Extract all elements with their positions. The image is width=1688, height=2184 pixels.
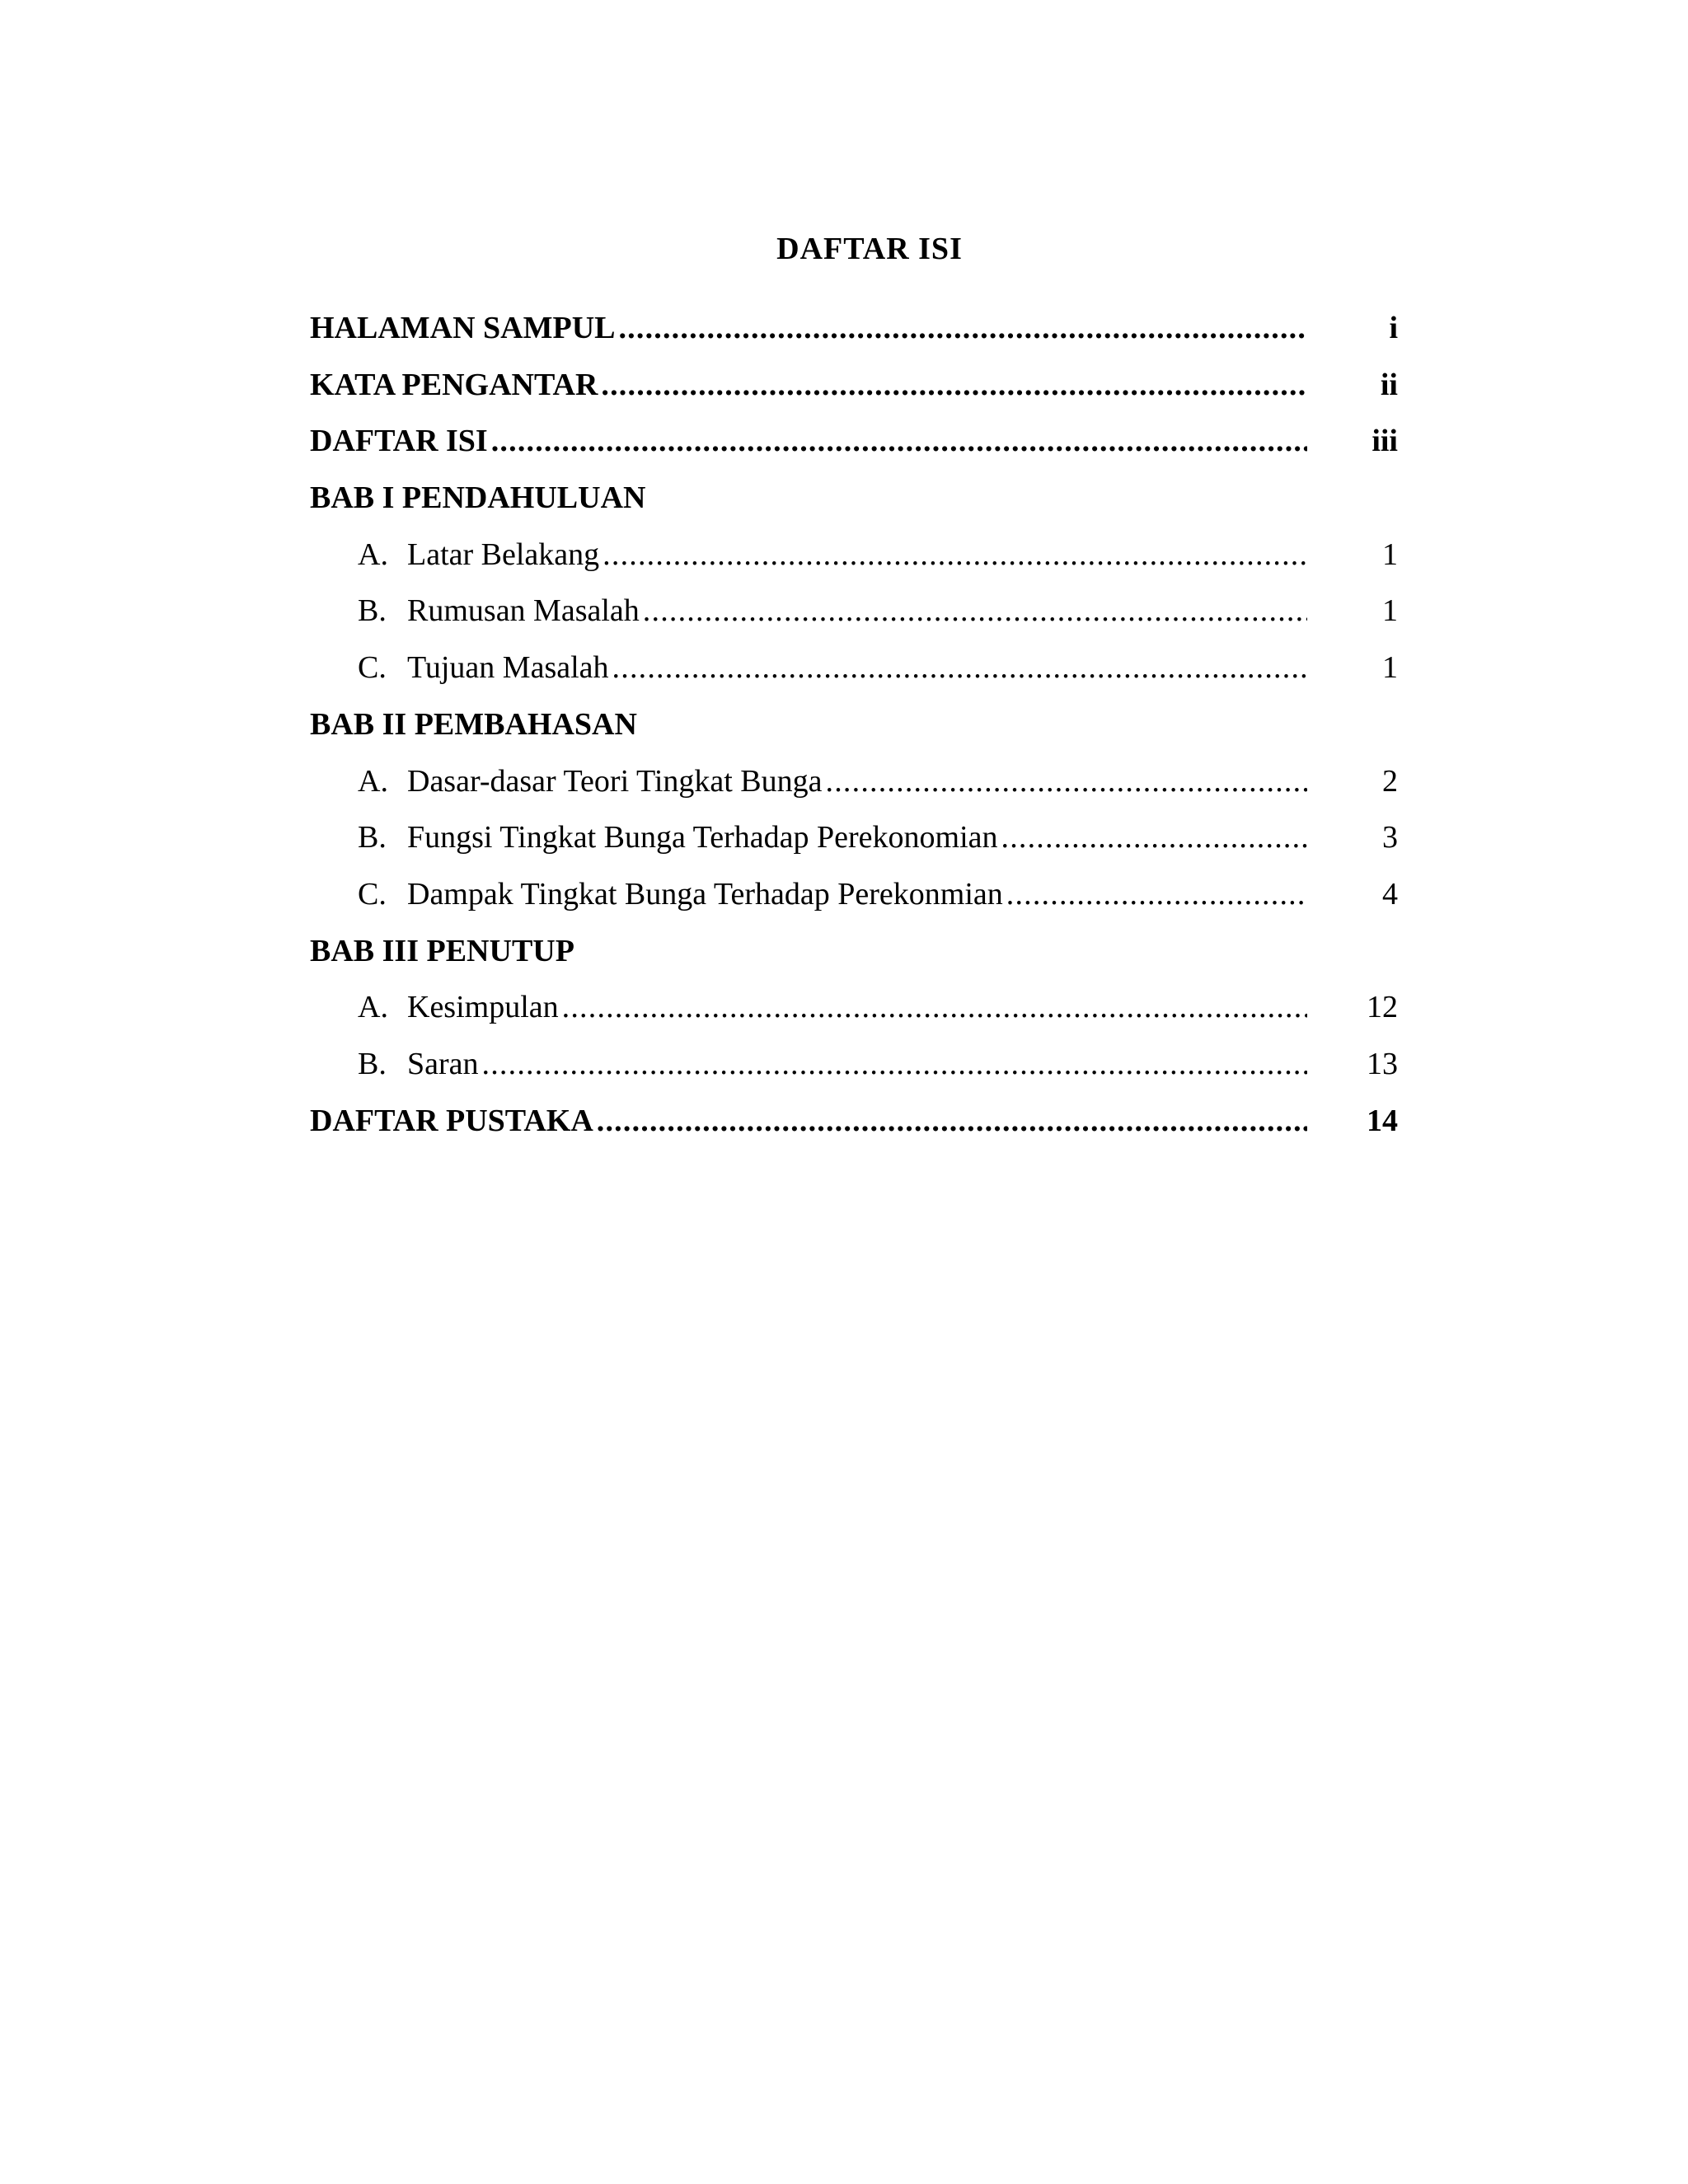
toc-entry-label: DAFTAR PUSTAKA — [310, 1103, 593, 1138]
toc-dot-leader — [618, 307, 1307, 349]
toc-page-number: 14 — [1367, 1103, 1398, 1138]
table-of-contents — [310, 307, 1398, 1155]
toc-subentry — [310, 646, 1398, 703]
toc-page-number: 12 — [1367, 990, 1398, 1025]
toc-subentry — [310, 1043, 1398, 1099]
toc-entry-label: Dasar-dasar Teori Tingkat Bunga — [407, 763, 823, 799]
toc-entry-label: KATA PENGANTAR — [310, 367, 598, 402]
toc-subentry — [310, 816, 1398, 873]
toc-subentry — [310, 760, 1398, 817]
toc-entry-label: Fungsi Tingkat Bunga Terhadap Perekonomian — [407, 820, 998, 855]
toc-entry-line — [358, 1043, 1307, 1085]
toc-chapter-heading — [310, 476, 1398, 533]
toc-page-number: 2 — [1382, 763, 1398, 799]
toc-chapter-heading — [310, 703, 1398, 760]
toc-entry-label: Kesimpulan — [407, 990, 559, 1025]
toc-dot-leader — [603, 533, 1307, 576]
toc-title-text: DAFTAR ISI — [776, 232, 963, 266]
toc-entry-line — [358, 873, 1307, 916]
toc-title — [0, 227, 1688, 270]
toc-entry-line — [310, 1099, 1307, 1142]
toc-entry-marker: A. — [358, 990, 388, 1025]
toc-entry-line — [358, 816, 1307, 859]
toc-entry-marker: A. — [358, 537, 388, 572]
toc-dot-leader — [482, 1043, 1307, 1085]
toc-page-number: 4 — [1382, 876, 1398, 912]
toc-entry-label: Tujuan Masalah — [407, 650, 609, 686]
toc-entry-line — [358, 986, 1307, 1029]
toc-dot-leader — [612, 646, 1307, 689]
toc-entry-line — [358, 646, 1307, 689]
toc-entry-label: BAB I PENDAHULUAN — [310, 480, 646, 516]
toc-entry — [310, 419, 1398, 476]
toc-entry-line — [358, 589, 1307, 632]
toc-entry-label: Dampak Tingkat Bunga Terhadap Perekonmian — [407, 876, 1003, 912]
toc-subentry — [310, 873, 1398, 930]
toc-subentry — [310, 589, 1398, 646]
toc-dot-leader — [826, 760, 1307, 803]
toc-entry-line — [310, 703, 1307, 746]
toc-entry-label: Saran — [407, 1046, 479, 1081]
toc-page-number: i — [1389, 311, 1398, 345]
toc-entry-label: HALAMAN SAMPUL — [310, 311, 616, 345]
toc-entry — [310, 1099, 1398, 1156]
toc-entry-label: Latar Belakang — [407, 537, 600, 572]
toc-entry-marker: C. — [358, 876, 387, 912]
toc-dot-leader — [597, 1099, 1307, 1142]
toc-entry-line — [310, 363, 1307, 406]
toc-entry-line — [310, 419, 1307, 462]
toc-entry-label: BAB III PENUTUP — [310, 933, 574, 968]
toc-page-number: 1 — [1382, 537, 1398, 572]
toc-dot-leader — [1006, 873, 1307, 916]
toc-entry — [310, 307, 1398, 363]
toc-entry-marker: B. — [358, 593, 387, 629]
toc-entry-label: BAB II PEMBAHASAN — [310, 706, 637, 742]
toc-entry-label: Rumusan Masalah — [407, 593, 640, 629]
toc-entry-line — [310, 307, 1307, 349]
toc-subentry — [310, 533, 1398, 590]
toc-chapter-heading — [310, 930, 1398, 987]
toc-dot-leader — [562, 986, 1307, 1029]
toc-entry-marker: B. — [358, 1046, 387, 1081]
toc-dot-leader — [643, 589, 1307, 632]
toc-dot-leader — [491, 419, 1307, 462]
toc-page-number: iii — [1372, 424, 1398, 459]
toc-entry-line — [310, 476, 1307, 519]
toc-entry-line — [358, 533, 1307, 576]
toc-entry-line — [358, 760, 1307, 803]
toc-dot-leader — [601, 363, 1307, 406]
toc-entry-marker: A. — [358, 763, 388, 799]
toc-page-number: 1 — [1382, 650, 1398, 686]
toc-page-number: 1 — [1382, 593, 1398, 629]
toc-entry — [310, 363, 1398, 420]
toc-page-number: 13 — [1367, 1046, 1398, 1081]
toc-entry-marker: C. — [358, 650, 387, 686]
toc-page-number: ii — [1380, 367, 1398, 402]
toc-entry-marker: B. — [358, 820, 387, 855]
toc-page-number: 3 — [1382, 820, 1398, 855]
toc-dot-leader — [1001, 816, 1308, 859]
toc-entry-line — [310, 930, 1307, 972]
toc-entry-label: DAFTAR ISI — [310, 424, 488, 459]
toc-subentry — [310, 986, 1398, 1043]
